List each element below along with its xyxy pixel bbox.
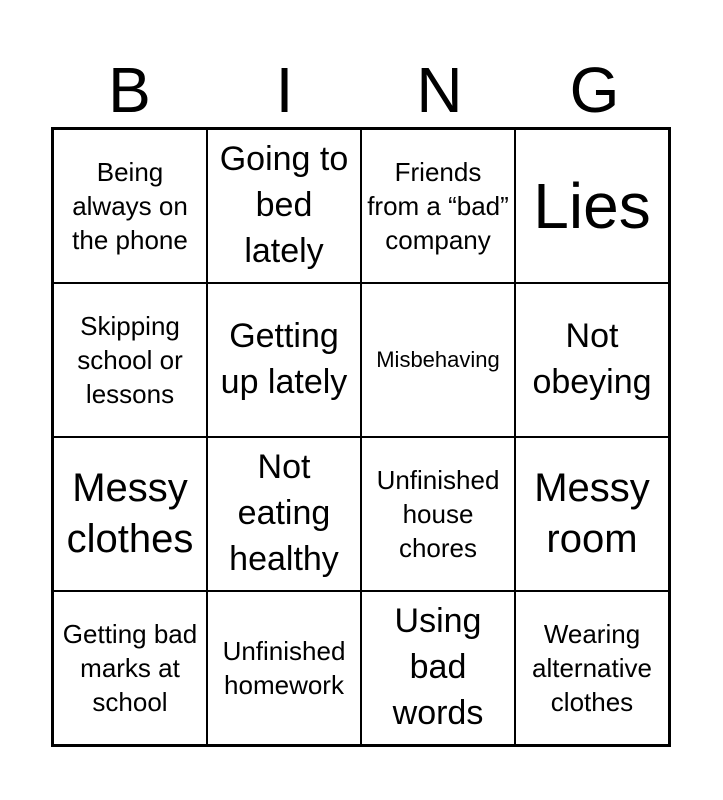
header-letter: B [108, 54, 151, 126]
header-letter: N [416, 54, 463, 126]
bingo-cell[interactable] [361, 283, 515, 437]
bingo-cell[interactable] [515, 437, 669, 591]
cell-text: Misbehaving [376, 346, 500, 372]
cell-text: Not obeying [532, 317, 652, 401]
bingo-cell[interactable] [361, 591, 515, 745]
bingo-cell[interactable] [515, 283, 669, 437]
bingo-cell[interactable] [53, 437, 207, 591]
cell-text: Going to bed lately [219, 140, 349, 270]
cell-text: Getting up lately [220, 317, 348, 401]
cell-text: Unfinished house chores [376, 464, 500, 564]
bingo-cell[interactable] [207, 283, 361, 437]
bingo-grid [51, 127, 671, 747]
bingo-cell[interactable] [361, 437, 515, 591]
cell-text: Being always on the phone [72, 156, 188, 256]
cell-text: Lies [533, 169, 651, 242]
bingo-cell[interactable] [53, 129, 207, 283]
cell-text: Messy room [534, 465, 650, 561]
bingo-cell[interactable] [207, 591, 361, 745]
bingo-cell[interactable] [361, 129, 515, 283]
bingo-header [52, 52, 672, 128]
cell-text: Skipping school or lessons [77, 310, 183, 410]
bingo-cell[interactable] [53, 591, 207, 745]
cell-text: Unfinished homework [222, 635, 346, 700]
bingo-cell[interactable] [207, 437, 361, 591]
cell-text: Friends from a “bad” company [367, 156, 509, 256]
header-letter: G [569, 54, 620, 126]
header-letter: I [275, 54, 294, 126]
bingo-cell[interactable] [515, 129, 669, 283]
bingo-cell[interactable] [515, 591, 669, 745]
cell-text: Wearing alternative clothes [532, 618, 652, 718]
cell-text: Not eating healthy [229, 448, 339, 578]
cell-text: Messy clothes [66, 465, 194, 561]
cell-text: Getting bad marks at school [62, 618, 198, 718]
bingo-cell[interactable] [207, 129, 361, 283]
cell-text: Using bad words [392, 602, 484, 732]
bingo-cell[interactable] [53, 283, 207, 437]
